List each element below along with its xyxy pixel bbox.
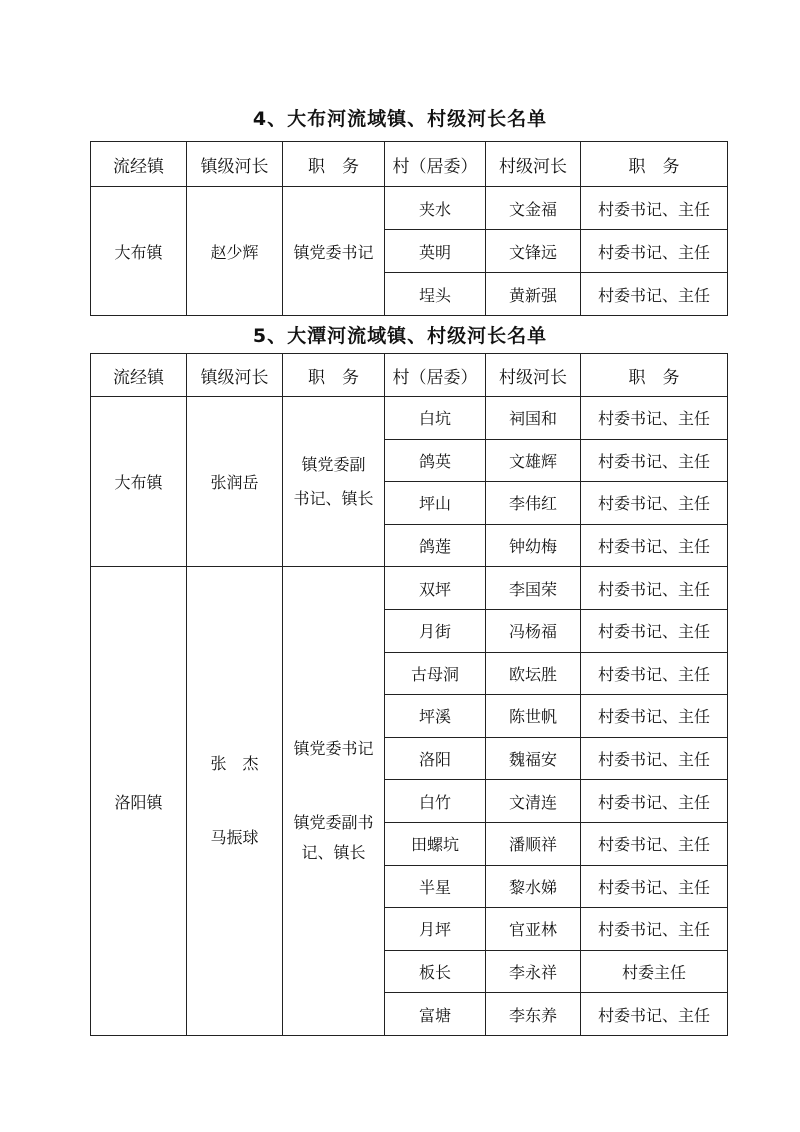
village-duty-cell: 村委书记、主任 (581, 652, 728, 695)
village-duty-cell: 村委主任 (581, 950, 728, 993)
village-chief-cell: 李国荣 (486, 567, 581, 610)
village-cell: 月街 (385, 609, 486, 652)
town-chief-name: 马振球 (210, 828, 259, 848)
village-cell: 双坪 (385, 567, 486, 610)
village-chief-cell: 文金福 (486, 187, 581, 230)
table-header-row (91, 354, 728, 397)
village-duty-cell: 村委书记、主任 (581, 230, 728, 273)
town-duty-line: 书记、镇长 (293, 488, 374, 508)
village-chief-cell: 黄新强 (486, 273, 581, 316)
town-duty-line: 镇党委书记 (293, 738, 374, 758)
town-cell: 大布镇 (91, 397, 187, 567)
table2-title: 5、大潭河流域镇、村级河长名单 (252, 325, 548, 347)
town-chief-cell: 赵少辉 (187, 187, 283, 316)
town-chief-cell (187, 567, 283, 1036)
village-cell: 埕头 (385, 273, 486, 316)
village-cell: 坪溪 (385, 695, 486, 738)
village-cell: 白竹 (385, 780, 486, 823)
village-duty-cell: 村委书记、主任 (581, 187, 728, 230)
village-chief-cell: 李东养 (486, 993, 581, 1036)
village-duty-cell: 村委书记、主任 (581, 439, 728, 482)
village-duty-cell: 村委书记、主任 (581, 482, 728, 525)
village-cell: 鸽英 (385, 439, 486, 482)
village-cell: 坪山 (385, 482, 486, 525)
village-chief-cell: 祠国和 (486, 397, 581, 440)
village-chief-cell: 钟幼梅 (486, 524, 581, 567)
village-cell: 月坪 (385, 908, 486, 951)
village-duty-cell: 村委书记、主任 (581, 865, 728, 908)
village-chief-cell: 文清连 (486, 780, 581, 823)
village-chief-cell: 文锋远 (486, 230, 581, 273)
village-duty-cell: 村委书记、主任 (581, 993, 728, 1036)
village-chief-cell: 官亚林 (486, 908, 581, 951)
village-cell: 田螺坑 (385, 822, 486, 865)
town-chief-cell: 张润岳 (187, 397, 283, 567)
town-duty-line: 镇党委副书 (293, 812, 374, 832)
village-chief-cell: 陈世帆 (486, 695, 581, 738)
header-village-chief: 村级河长 (486, 354, 581, 397)
village-duty-cell: 村委书记、主任 (581, 822, 728, 865)
village-chief-cell: 冯杨福 (486, 609, 581, 652)
header-town: 流经镇 (91, 142, 187, 187)
header-town-chief: 镇级河长 (187, 142, 283, 187)
header-town-chief: 镇级河长 (187, 354, 283, 397)
table-row (91, 187, 728, 230)
village-cell: 鸽莲 (385, 524, 486, 567)
table-row (91, 397, 728, 440)
town-duty-cell (283, 397, 385, 567)
header-town: 流经镇 (91, 354, 187, 397)
town-duty-cell (283, 567, 385, 1036)
village-chief-cell: 李永祥 (486, 950, 581, 993)
village-duty-cell: 村委书记、主任 (581, 908, 728, 951)
village-chief-cell: 潘顺祥 (486, 822, 581, 865)
village-cell: 白坑 (385, 397, 486, 440)
village-chief-cell: 魏福安 (486, 737, 581, 780)
header-town-duty: 职 务 (283, 354, 385, 397)
header-village-duty: 职 务 (581, 354, 728, 397)
village-cell: 古母洞 (385, 652, 486, 695)
village-duty-cell: 村委书记、主任 (581, 567, 728, 610)
town-chief-name: 张 杰 (210, 753, 259, 773)
town-duty-line: 记、镇长 (301, 843, 366, 863)
village-duty-cell: 村委书记、主任 (581, 695, 728, 738)
header-village: 村（居委） (385, 354, 486, 397)
village-duty-cell: 村委书记、主任 (581, 524, 728, 567)
village-cell: 英明 (385, 230, 486, 273)
town-duty-cell: 镇党委书记 (283, 187, 385, 316)
town-cell: 洛阳镇 (91, 567, 187, 1036)
table-header-row (91, 142, 728, 187)
header-village-duty: 职 务 (581, 142, 728, 187)
river-chief-table-datan (90, 353, 728, 1036)
table-row (91, 567, 728, 610)
header-village: 村（居委） (385, 142, 486, 187)
village-duty-cell: 村委书记、主任 (581, 737, 728, 780)
village-chief-cell: 欧坛胜 (486, 652, 581, 695)
village-chief-cell: 文雄辉 (486, 439, 581, 482)
village-chief-cell: 李伟红 (486, 482, 581, 525)
table1-title: 4、大布河流域镇、村级河长名单 (252, 108, 548, 130)
village-duty-cell: 村委书记、主任 (581, 609, 728, 652)
village-duty-cell: 村委书记、主任 (581, 273, 728, 316)
header-town-duty: 职 务 (283, 142, 385, 187)
village-duty-cell: 村委书记、主任 (581, 397, 728, 440)
village-cell: 洛阳 (385, 737, 486, 780)
river-chief-table-dabu (90, 141, 728, 316)
village-cell: 富塘 (385, 993, 486, 1036)
town-duty-line: 镇党委副 (301, 455, 366, 475)
village-cell: 板长 (385, 950, 486, 993)
town-cell: 大布镇 (91, 187, 187, 316)
village-cell: 半星 (385, 865, 486, 908)
village-duty-cell: 村委书记、主任 (581, 780, 728, 823)
header-village-chief: 村级河长 (486, 142, 581, 187)
village-chief-cell: 黎水娣 (486, 865, 581, 908)
village-cell: 夹水 (385, 187, 486, 230)
